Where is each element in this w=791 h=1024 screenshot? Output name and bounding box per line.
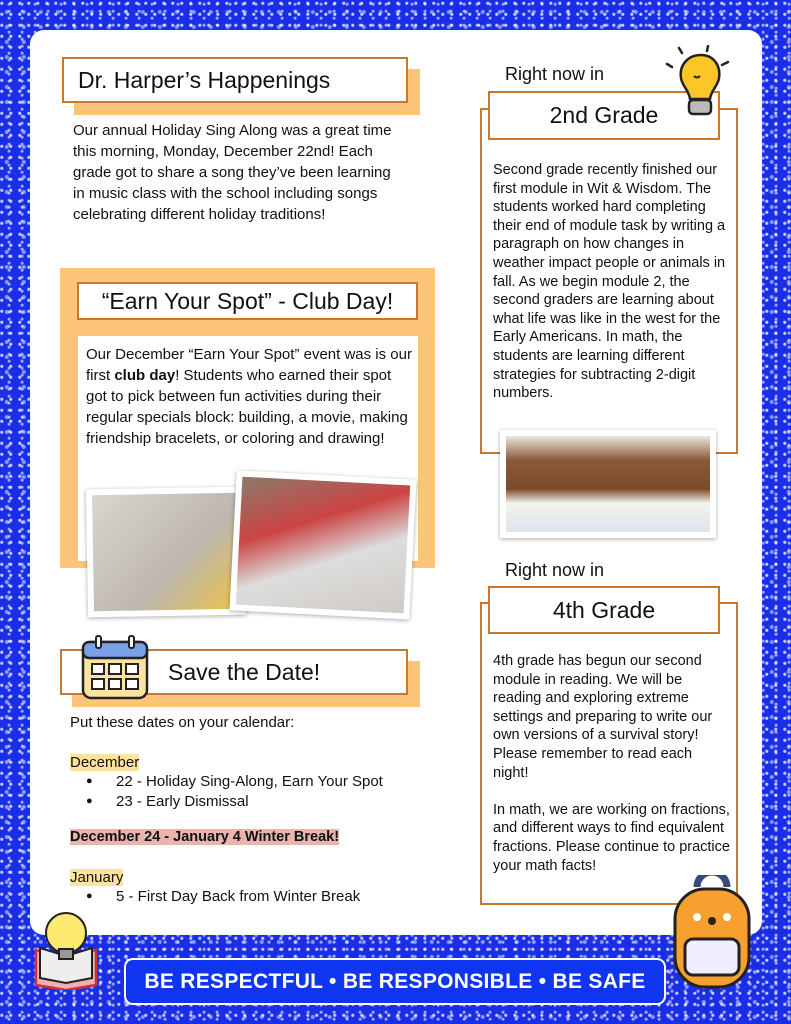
happenings-header <box>62 57 408 103</box>
date-item: ● 22 - Holiday Sing-Along, Earn Your Spot <box>70 772 410 792</box>
values-banner-text: BE RESPECTFUL • BE RESPONSIBLE • BE SAFE <box>144 969 646 993</box>
club-day-body: Our December “Earn Your Spot” event was is our first club day! Students who earned their spot got to pick between fun activities during their regular specials block: building, a movie, making friendship bracelets, or coloring and drawing! <box>86 346 412 447</box>
grade2-kicker: Right now in <box>505 64 605 84</box>
lightbulb-icon <box>662 45 732 125</box>
club-day-photo-students <box>229 470 416 619</box>
date-item: ● 23 - Early Dismissal <box>70 792 410 812</box>
grade4-title: 4th Grade <box>552 596 656 623</box>
grade4-kicker: Right now in <box>505 560 605 580</box>
happenings-body: Our annual Holiday Sing Along was a great time this morning, Monday, December 22nd! Each grade got to share a song they’ve been learning in music class with the school including songs celebrating different holiday traditions! <box>73 122 392 223</box>
backpack-icon <box>657 875 767 990</box>
january-label: January <box>70 868 124 886</box>
club-day-header <box>77 282 418 320</box>
winter-break-note: December 24 - January 4 Winter Break! <box>70 829 340 845</box>
club-day-photo-bracelets <box>86 487 246 618</box>
grade2-body: Second grade recently finished our first module in Wit & Wisdom. The students worked hard completing their end of module task by writing a paragraph on how changes in weather impact people or animals in fall. As we begin module 2, the second graders are learning about what life was like in the west for the Early Americans. In math, the students are learning different strategies for subtracting 2-digit numbers. <box>493 162 726 402</box>
save-the-date-list <box>70 713 410 907</box>
grade4-header <box>488 586 720 634</box>
values-banner <box>124 958 666 1005</box>
calendar-icon <box>80 634 150 702</box>
date-item: ● 5 - First Day Back from Winter Break <box>70 887 410 907</box>
grade4-body: 4th grade has begun our second module in reading. We will be reading and exploring extreme settings and preparing to write our own versions of a survival story! Please remember to read each night! In math, we are working on fractions, and different ways to find equivalent fractions. Please continue to practice your math facts! <box>493 653 730 874</box>
grade2-photo-bison <box>500 430 716 538</box>
happenings-title: Dr. Harper’s Happenings <box>78 66 331 93</box>
lightbulb-book-icon <box>26 905 108 990</box>
grade2-title: 2nd Grade <box>549 102 659 128</box>
dates-intro: Put these dates on your calendar: <box>70 714 295 731</box>
save-the-date-title: Save the Date! <box>168 658 321 685</box>
club-day-title: “Earn Your Spot” - Club Day! <box>101 287 394 314</box>
december-label: December <box>70 753 140 771</box>
